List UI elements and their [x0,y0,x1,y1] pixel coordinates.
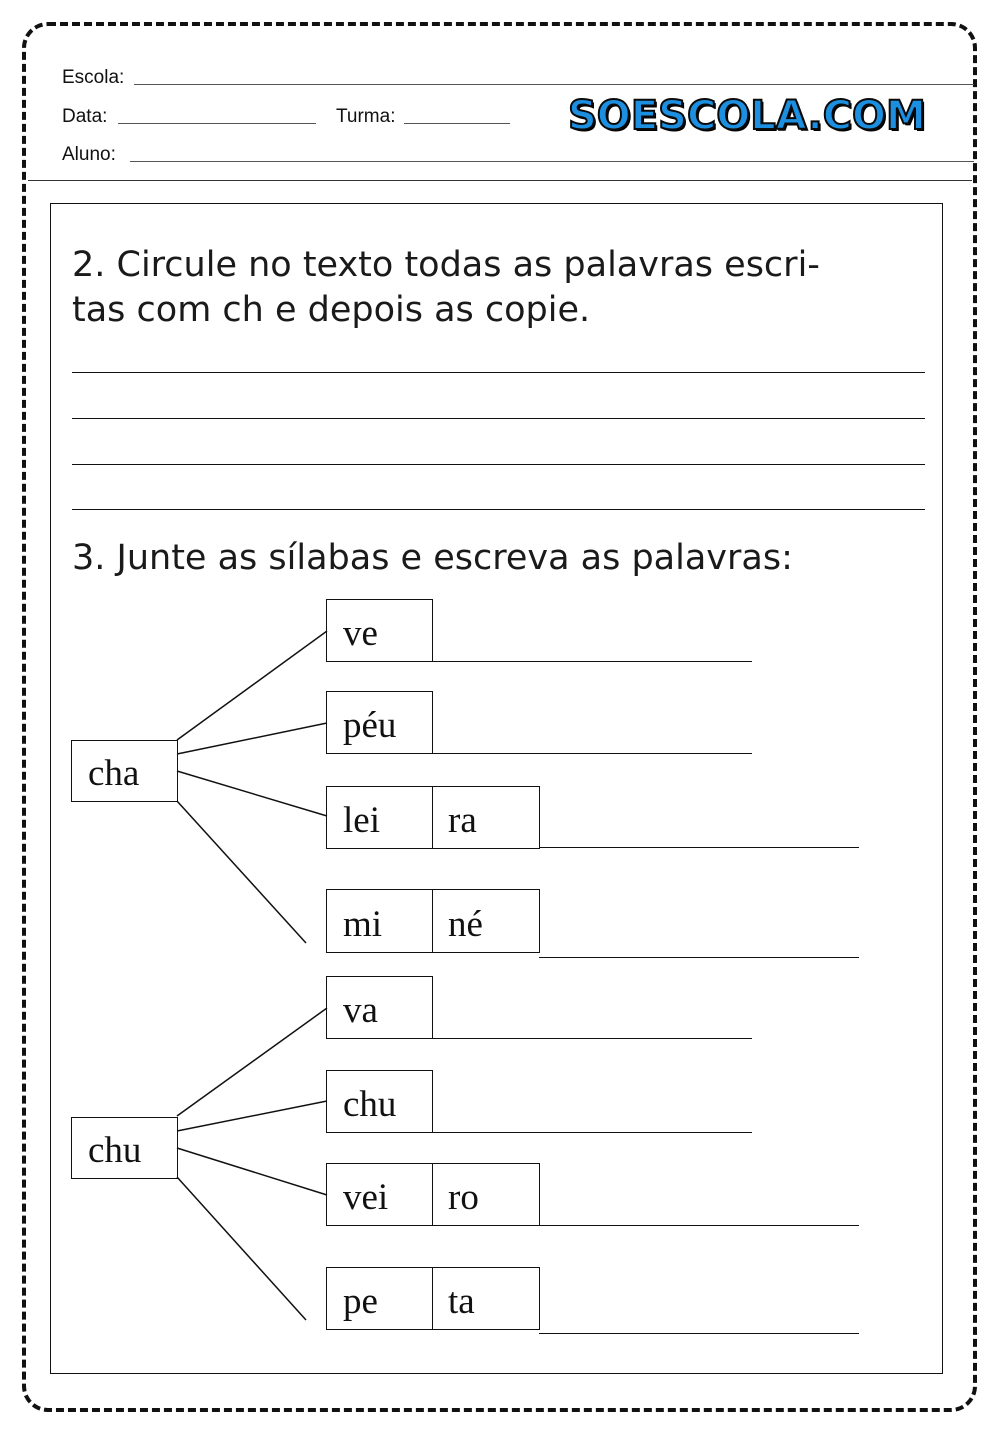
school-label: Escola: [62,67,125,88]
syllable-box: pe [326,1267,433,1330]
syllable-box: lei [326,786,433,849]
syllable-box: va [326,976,433,1039]
answer-line[interactable] [432,753,752,754]
answer-line[interactable] [539,1225,859,1226]
connector-line [177,631,327,740]
root-syllable-cha: cha [71,740,178,802]
syllable-box: mi [326,889,433,953]
syllable-box: ra [432,786,540,849]
date-label: Data: [62,106,108,127]
question-2-line-1: 2. Circule no texto todas as palavras escri- [72,245,820,285]
connector-line [177,1008,327,1116]
syllable-box: ro [432,1163,540,1226]
syllable-box: vei [326,1163,433,1226]
question-3-title: 3. Junte as sílabas e escreva as palavras: [72,538,793,578]
answer-line[interactable] [539,1333,859,1334]
syllable-box: péu [326,691,433,754]
connector-line [177,723,327,754]
question-2-line-2: tas com ch e depois as copie. [72,290,591,330]
connector-line [177,801,306,943]
answer-line[interactable] [432,1038,752,1039]
syllable-box: chu [326,1070,433,1133]
syllable-box: ta [432,1267,540,1330]
connector-line [177,771,327,816]
student-label: Aluno: [62,144,116,165]
answer-line[interactable] [539,847,859,848]
connector-line [177,1177,306,1320]
site-logo: SOESCOLA.COM [568,93,926,139]
answer-line[interactable] [432,661,752,662]
root-syllable-chu: chu [71,1117,178,1179]
syllable-box: né [432,889,540,953]
answer-line[interactable] [539,957,859,958]
answer-line[interactable] [432,1132,752,1133]
syllable-box: ve [326,599,433,662]
connector-line [177,1101,327,1131]
connector-line [177,1148,327,1195]
class-label: Turma: [336,106,396,127]
